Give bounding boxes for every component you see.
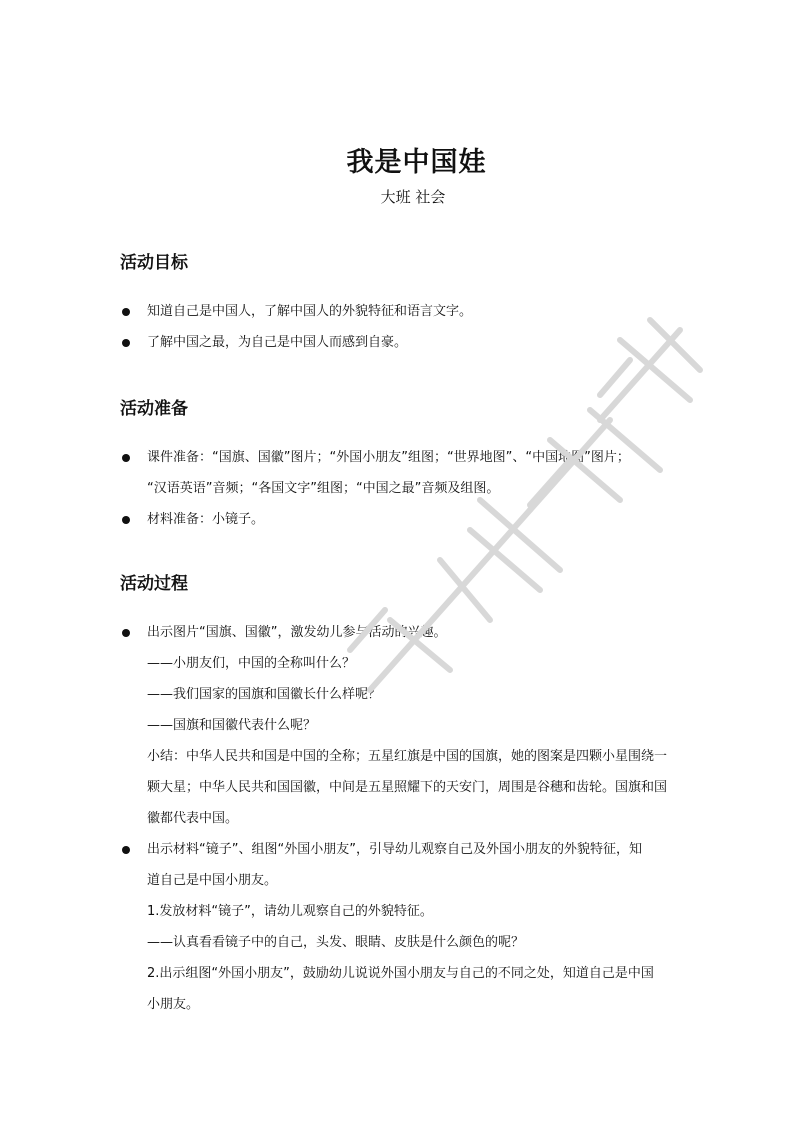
process-line: 道自己是中国小朋友。 xyxy=(147,873,278,888)
process-line: ——认真看看镜子中的自己，头发、眼睛、皮肤是什么颜色的呢？ xyxy=(147,935,525,950)
process-line: ——我们国家的国旗和国徽长什么样呢？ xyxy=(147,687,382,702)
goal-text: 知道自己是中国人，了解中国人的外貌特征和语言文字。 xyxy=(147,304,473,319)
section-preparation xyxy=(120,397,720,535)
process-line: 出示材料“镜子”、组图“外国小朋友”，引导幼儿观察自己及外国小朋友的外貌特征，知 xyxy=(147,842,642,857)
bullet-icon xyxy=(122,308,130,316)
process-line: 徽都代表中国。 xyxy=(147,811,239,826)
bullet-icon xyxy=(122,629,130,637)
prep-line: “汉语英语”音频；“各国文字”组图；“中国之最”音频及组图。 xyxy=(147,481,500,496)
goal-text: 了解中国之最，为自己是中国人而感到自豪。 xyxy=(147,335,408,350)
section-goals xyxy=(120,251,720,358)
section-heading-goals: 活动目标 xyxy=(120,253,188,273)
bullet-icon xyxy=(122,516,130,524)
goals-list xyxy=(120,296,720,358)
process-line: 1.发放材料“镜子”，请幼儿观察自己的外貌特征。 xyxy=(147,904,433,919)
bullet-icon xyxy=(122,339,130,347)
bullet-icon xyxy=(122,846,130,854)
list-item xyxy=(120,617,720,834)
bullet-icon xyxy=(122,454,130,462)
process-line: 小结：中华人民共和国是中国的全称；五星红旗是中国的国旗，她的图案是四颗小星围绕一 xyxy=(147,749,668,764)
process-line: ——小朋友们，中国的全称叫什么？ xyxy=(147,656,356,671)
list-item xyxy=(120,834,720,1020)
process-line: ——国旗和国徽代表什么呢？ xyxy=(147,718,317,733)
section-heading-preparation: 活动准备 xyxy=(120,399,188,419)
list-item xyxy=(120,442,720,504)
process-list xyxy=(120,617,720,1020)
process-line: 小朋友。 xyxy=(147,997,200,1012)
process-line: 出示图片“国旗、国徽”，激发幼儿参与活动的兴趣。 xyxy=(147,625,447,640)
process-line: 颗大星；中华人民共和国国徽，中间是五星照耀下的天安门，周围是谷穗和齿轮。国旗和国 xyxy=(147,780,668,795)
preparation-list xyxy=(120,442,720,535)
list-item xyxy=(120,504,720,535)
list-item xyxy=(120,296,720,327)
section-process xyxy=(120,572,720,1020)
prep-line: 课件准备：“国旗、国徽”图片；“外国小朋友”组图；“世界地图”、“中国地图”图片； xyxy=(147,450,630,465)
list-item xyxy=(120,327,720,358)
prep-line: 材料准备：小镜子。 xyxy=(147,512,265,527)
document-title: 我是中国娃 xyxy=(346,147,487,178)
section-heading-process: 活动过程 xyxy=(120,574,188,594)
process-line: 2.出示组图“外国小朋友”，鼓励幼儿说说外国小朋友与自己的不同之处，知道自己是中国 xyxy=(147,966,654,981)
document-subtitle: 大班 社会 xyxy=(380,188,446,206)
